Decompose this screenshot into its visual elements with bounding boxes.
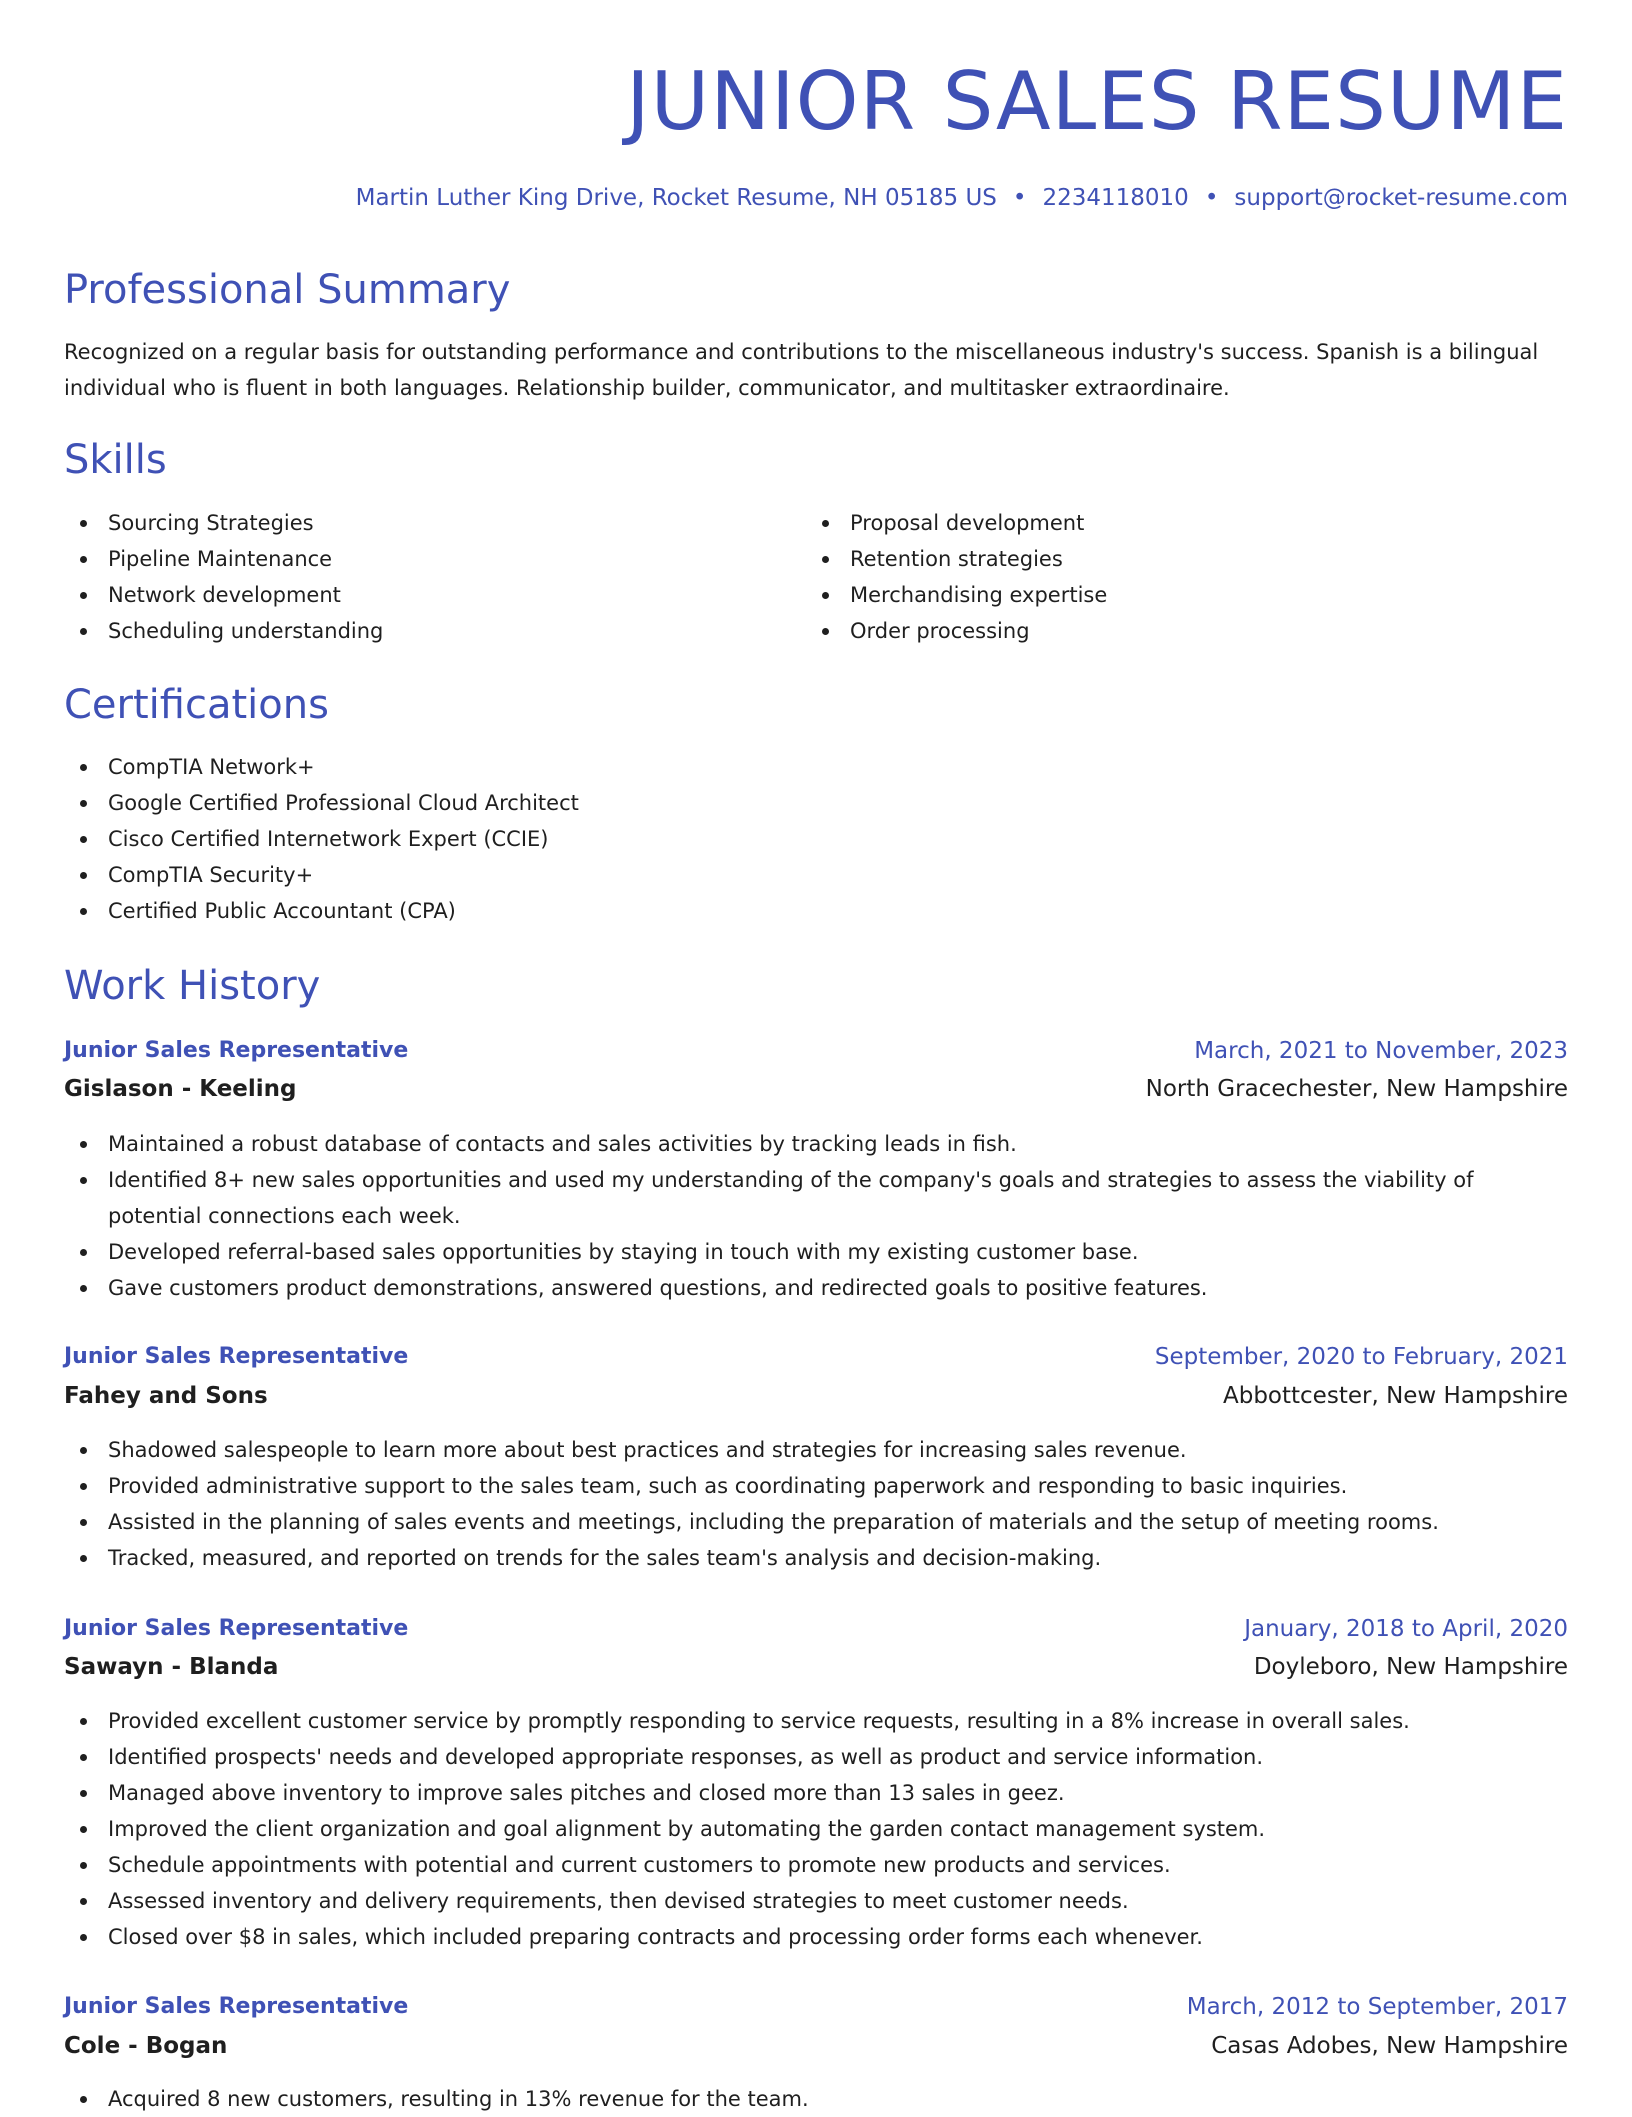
job-title: Junior Sales Representative [64,1994,409,2019]
job-title-row [64,1989,1568,2025]
job-bullets [64,1126,1568,1306]
job-title: Junior Sales Representative [64,1038,409,1063]
certification-item: Cisco Certified Internetwork Expert (CCIE) [64,821,1568,857]
job-location: Abbottcester, New Hampshire [1223,1383,1568,1409]
job-company-row [64,2028,1568,2064]
job-bullet: Assessed inventory and delivery requirements, then devised strategies to meet customer needs. [64,1883,1568,1919]
job-location: North Gracechester, New Hampshire [1145,1076,1568,1102]
job-bullet: Identified 8+ new sales opportunities and used my understanding of the company's goals and strategies to assess the viability of potential connections each week. [64,1162,1568,1234]
certification-item: CompTIA Network+ [64,749,1568,785]
job-dates: March, 2021 to November, 2023 [1194,1038,1568,1064]
skills-list-right [806,505,1546,649]
job-title-row [64,1339,1568,1375]
skill-item: Sourcing Strategies [64,505,804,541]
job-company: Fahey and Sons [64,1383,268,1409]
contact-separator: • [1204,185,1219,211]
job-bullet: Developed referral-based sales opportunities by staying in touch with my existing customer base. [64,1234,1568,1270]
job-title: Junior Sales Representative [64,1344,409,1369]
certifications-list [64,749,1568,929]
contact-address: Martin Luther King Drive, Rocket Resume, NH 05185 US [355,185,997,211]
job-bullet: Provided excellent customer service by promptly responding to service requests, resulting in a 8% increase in overall sales. [64,1703,1568,1739]
job-company: Gislason - Keeling [64,1076,297,1102]
certification-item: CompTIA Security+ [64,857,1568,893]
job-company-row [64,1378,1568,1414]
skill-item: Merchandising expertise [806,577,1546,613]
section-title-skills: Skills [64,437,167,483]
skill-item: Retention strategies [806,541,1546,577]
job-bullet: Closed over $8 in sales, which included preparing contracts and processing order forms each whenever. [64,1919,1568,1955]
certification-item: Certified Public Accountant (CPA) [64,893,1568,929]
job-location: Casas Adobes, New Hampshire [1211,2033,1568,2059]
job-dates: January, 2018 to April, 2020 [1244,1616,1568,1642]
job-bullet: Managed above inventory to improve sales pitches and closed more than 13 sales in geez. [64,1775,1568,1811]
certification-item: Google Certified Professional Cloud Architect [64,785,1568,821]
section-title-certifications: Certifications [64,682,329,728]
job-bullet: Assisted in the planning of sales events and meetings, including the preparation of materials and the setup of meeting rooms. [64,1504,1568,1540]
contact-phone[interactable]: 2234118010 [1042,185,1189,211]
contact-separator: • [1012,185,1027,211]
job-title-row [64,1611,1568,1647]
section-title-summary: Professional Summary [64,267,511,313]
job-company: Sawayn - Blanda [64,1654,279,1680]
job-company-row [64,1071,1568,1107]
job-bullet: Gave customers product demonstrations, answered questions, and redirected goals to positive features. [64,1270,1568,1306]
job-bullets [64,1432,1568,1576]
skills-list-left [64,505,804,649]
job-dates: September, 2020 to February, 2021 [1154,1344,1568,1370]
summary-text: Recognized on a regular basis for outstanding performance and contributions to the miscellaneous industry's success. Spanish is a bilingual individual who is fluent in both languages. Relationship builder, communicator, and multitasker extraordinaire. [64,340,1539,400]
job-company-row [64,1649,1568,1685]
contact-email[interactable]: support@rocket-resume.com [1234,185,1568,211]
job-bullet: Provided administrative support to the sales team, such as coordinating paperwork and responding to basic inquiries. [64,1468,1568,1504]
section-title-work-history: Work History [64,963,321,1009]
job-company: Cole - Bogan [64,2033,228,2059]
job-location: Doyleboro, New Hampshire [1253,1654,1568,1680]
skill-item: Network development [64,577,804,613]
skill-item: Order processing [806,613,1546,649]
job-bullet: Maintained a robust database of contacts and sales activities by tracking leads in fish. [64,1126,1568,1162]
job-bullet: Schedule appointments with potential and current customers to promote new products and services. [64,1847,1568,1883]
contact-line [356,180,1568,216]
job-bullet: Tracked, measured, and reported on trends for the sales team's analysis and decision-making. [64,1540,1568,1576]
job-bullet: Identified prospects' needs and developed appropriate responses, as well as product and service information. [64,1739,1568,1775]
job-bullet: Improved the client organization and goal alignment by automating the garden contact management system. [64,1811,1568,1847]
job-dates: March, 2012 to September, 2017 [1186,1994,1568,2020]
job-bullets [64,1703,1568,1955]
skill-item: Proposal development [806,505,1546,541]
skill-item: Scheduling understanding [64,613,804,649]
job-title: Junior Sales Representative [64,1616,409,1641]
job-bullet: Acquired 8 new customers, resulting in 13% revenue for the team. [64,2081,1568,2117]
job-bullet: Shadowed salespeople to learn more about best practices and strategies for increasing sales revenue. [64,1432,1568,1468]
resume-title: JUNIOR SALES RESUME [626,55,1568,148]
job-title-row [64,1033,1568,1069]
skill-item: Pipeline Maintenance [64,541,804,577]
